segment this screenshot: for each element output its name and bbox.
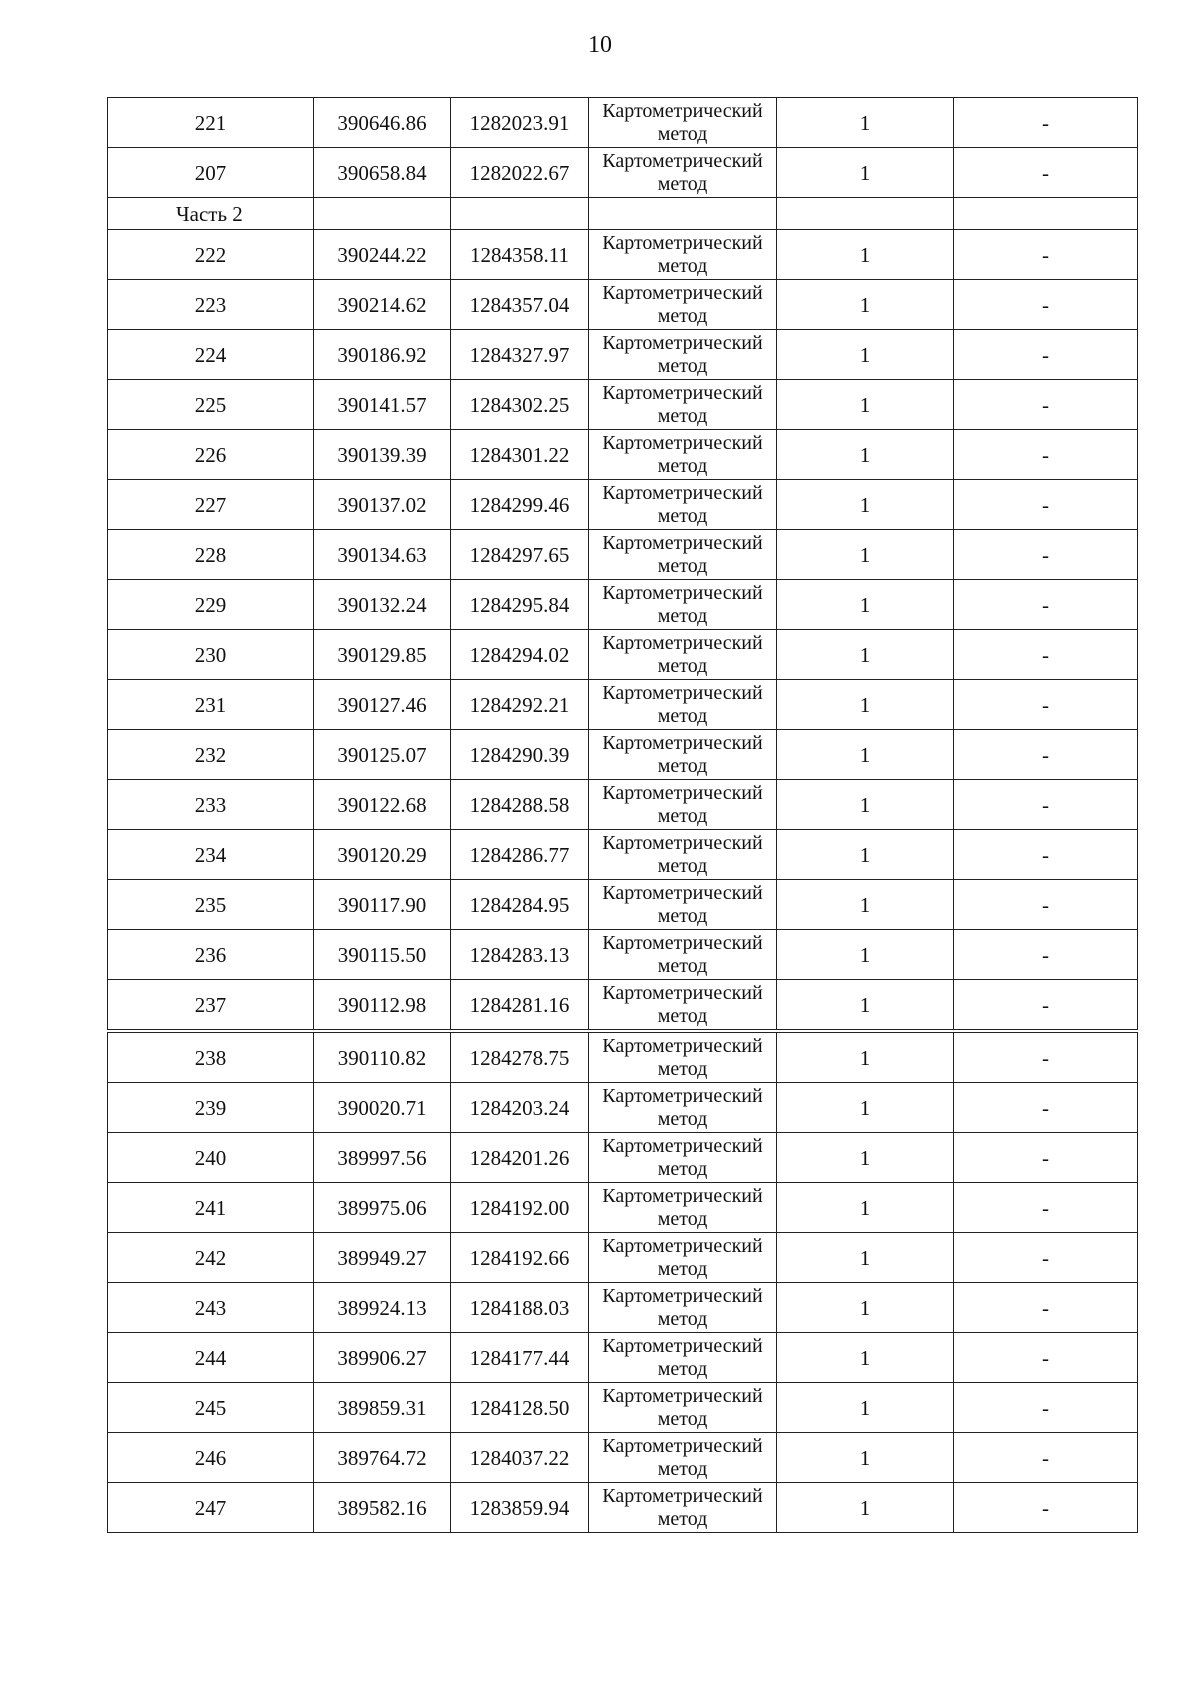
x-coordinate-cell: 390112.98 <box>314 980 451 1032</box>
x-coordinate-cell: 390115.50 <box>314 930 451 980</box>
table-row <box>108 780 1138 830</box>
table-row <box>108 630 1138 680</box>
method-cell: Картометрический метод <box>589 330 777 380</box>
accuracy-cell: 1 <box>777 1233 954 1283</box>
y-coordinate-cell: 1284177.44 <box>451 1333 589 1383</box>
point-cell: 223 <box>108 280 314 330</box>
method-cell: Картометрический метод <box>589 830 777 880</box>
note-cell: - <box>954 330 1138 380</box>
note-cell: - <box>954 580 1138 630</box>
method-cell: Картометрический метод <box>589 1083 777 1133</box>
y-coordinate-cell: 1284283.13 <box>451 930 589 980</box>
x-coordinate-cell: 389582.16 <box>314 1483 451 1533</box>
accuracy-cell: 1 <box>777 98 954 148</box>
note-cell: - <box>954 1483 1138 1533</box>
accuracy-cell: 1 <box>777 780 954 830</box>
table-row <box>108 480 1138 530</box>
y-coordinate-cell: 1284192.00 <box>451 1183 589 1233</box>
y-coordinate-cell: 1284128.50 <box>451 1383 589 1433</box>
table-row <box>108 1483 1138 1533</box>
accuracy-cell: 1 <box>777 230 954 280</box>
method-cell: Картометрический метод <box>589 880 777 930</box>
table-row <box>108 1333 1138 1383</box>
section-label: Часть 2 <box>108 198 314 230</box>
y-coordinate-cell: 1284292.21 <box>451 680 589 730</box>
y-coordinate-cell: 1284302.25 <box>451 380 589 430</box>
method-cell: Картометрический метод <box>589 280 777 330</box>
table-row <box>108 830 1138 880</box>
accuracy-cell: 1 <box>777 630 954 680</box>
table-row <box>108 1383 1138 1433</box>
x-coordinate-cell: 390127.46 <box>314 680 451 730</box>
y-coordinate-cell: 1282023.91 <box>451 98 589 148</box>
x-coordinate-cell: 390141.57 <box>314 380 451 430</box>
note-cell: - <box>954 680 1138 730</box>
accuracy-cell: 1 <box>777 1083 954 1133</box>
accuracy-cell: 1 <box>777 980 954 1032</box>
accuracy-cell: 1 <box>777 330 954 380</box>
note-cell: - <box>954 1183 1138 1233</box>
point-cell: 224 <box>108 330 314 380</box>
point-cell: 225 <box>108 380 314 430</box>
method-cell: Картометрический метод <box>589 98 777 148</box>
point-cell: 231 <box>108 680 314 730</box>
x-coordinate-cell: 389764.72 <box>314 1433 451 1483</box>
accuracy-cell: 1 <box>777 430 954 480</box>
note-cell: - <box>954 630 1138 680</box>
x-coordinate-cell: 390120.29 <box>314 830 451 880</box>
note-cell: - <box>954 480 1138 530</box>
point-cell: 239 <box>108 1083 314 1133</box>
coordinates-table-body <box>108 98 1138 1533</box>
point-cell: 238 <box>108 1031 314 1083</box>
y-coordinate-cell: 1284188.03 <box>451 1283 589 1333</box>
y-coordinate-cell: 1284281.16 <box>451 980 589 1032</box>
accuracy-cell: 1 <box>777 280 954 330</box>
note-cell: - <box>954 380 1138 430</box>
x-coordinate-cell: 389949.27 <box>314 1233 451 1283</box>
method-cell: Картометрический метод <box>589 780 777 830</box>
point-cell: 242 <box>108 1233 314 1283</box>
accuracy-cell: 1 <box>777 148 954 198</box>
accuracy-cell: 1 <box>777 1483 954 1533</box>
point-cell: 245 <box>108 1383 314 1433</box>
accuracy-cell: 1 <box>777 830 954 880</box>
method-cell: Картометрический метод <box>589 480 777 530</box>
x-coordinate-cell: 389924.13 <box>314 1283 451 1333</box>
x-coordinate-cell: 390137.02 <box>314 480 451 530</box>
note-cell: - <box>954 148 1138 198</box>
note-cell: - <box>954 980 1138 1032</box>
table-row <box>108 1133 1138 1183</box>
point-cell: 232 <box>108 730 314 780</box>
table-row <box>108 880 1138 930</box>
method-cell: Картометрический метод <box>589 1183 777 1233</box>
note-cell: - <box>954 1283 1138 1333</box>
note-cell: - <box>954 930 1138 980</box>
note-cell: - <box>954 430 1138 480</box>
y-coordinate-cell: 1284358.11 <box>451 230 589 280</box>
method-cell: Картометрический метод <box>589 1433 777 1483</box>
x-coordinate-cell: 390117.90 <box>314 880 451 930</box>
section-row <box>108 198 1138 230</box>
point-cell: 228 <box>108 530 314 580</box>
accuracy-cell: 1 <box>777 1333 954 1383</box>
x-coordinate-cell: 390244.22 <box>314 230 451 280</box>
note-cell: - <box>954 1133 1138 1183</box>
accuracy-cell: 1 <box>777 1283 954 1333</box>
y-coordinate-cell: 1282022.67 <box>451 148 589 198</box>
x-coordinate-cell: 390134.63 <box>314 530 451 580</box>
method-cell: Картометрический метод <box>589 580 777 630</box>
y-coordinate-cell: 1284203.24 <box>451 1083 589 1133</box>
y-coordinate-cell: 1284297.65 <box>451 530 589 580</box>
x-coordinate-cell: 389997.56 <box>314 1133 451 1183</box>
point-cell: 246 <box>108 1433 314 1483</box>
method-cell: Картометрический метод <box>589 530 777 580</box>
point-cell: 207 <box>108 148 314 198</box>
empty-cell <box>451 198 589 230</box>
table-row <box>108 430 1138 480</box>
method-cell: Картометрический метод <box>589 1383 777 1433</box>
y-coordinate-cell: 1284294.02 <box>451 630 589 680</box>
accuracy-cell: 1 <box>777 1433 954 1483</box>
point-cell: 243 <box>108 1283 314 1333</box>
note-cell: - <box>954 730 1138 780</box>
y-coordinate-cell: 1284327.97 <box>451 330 589 380</box>
point-cell: 233 <box>108 780 314 830</box>
table-row <box>108 380 1138 430</box>
method-cell: Картометрический метод <box>589 148 777 198</box>
accuracy-cell: 1 <box>777 530 954 580</box>
y-coordinate-cell: 1284299.46 <box>451 480 589 530</box>
x-coordinate-cell: 390186.92 <box>314 330 451 380</box>
note-cell: - <box>954 230 1138 280</box>
point-cell: 237 <box>108 980 314 1032</box>
x-coordinate-cell: 390132.24 <box>314 580 451 630</box>
x-coordinate-cell: 389906.27 <box>314 1333 451 1383</box>
y-coordinate-cell: 1284288.58 <box>451 780 589 830</box>
note-cell: - <box>954 530 1138 580</box>
method-cell: Картометрический метод <box>589 230 777 280</box>
point-cell: 230 <box>108 630 314 680</box>
method-cell: Картометрический метод <box>589 730 777 780</box>
method-cell: Картометрический метод <box>589 1233 777 1283</box>
page-number: 10 <box>588 32 612 58</box>
y-coordinate-cell: 1284295.84 <box>451 580 589 630</box>
y-coordinate-cell: 1284278.75 <box>451 1031 589 1083</box>
point-cell: 235 <box>108 880 314 930</box>
table-row <box>108 230 1138 280</box>
x-coordinate-cell: 390125.07 <box>314 730 451 780</box>
method-cell: Картометрический метод <box>589 1133 777 1183</box>
y-coordinate-cell: 1284290.39 <box>451 730 589 780</box>
y-coordinate-cell: 1284301.22 <box>451 430 589 480</box>
accuracy-cell: 1 <box>777 880 954 930</box>
point-cell: 241 <box>108 1183 314 1233</box>
method-cell: Картометрический метод <box>589 930 777 980</box>
y-coordinate-cell: 1284201.26 <box>451 1133 589 1183</box>
x-coordinate-cell: 390129.85 <box>314 630 451 680</box>
empty-cell <box>314 198 451 230</box>
x-coordinate-cell: 390110.82 <box>314 1031 451 1083</box>
table-row <box>108 730 1138 780</box>
table-row <box>108 1083 1138 1133</box>
table-row <box>108 530 1138 580</box>
note-cell: - <box>954 1433 1138 1483</box>
accuracy-cell: 1 <box>777 480 954 530</box>
point-cell: 247 <box>108 1483 314 1533</box>
note-cell: - <box>954 1031 1138 1083</box>
table-row <box>108 148 1138 198</box>
x-coordinate-cell: 390122.68 <box>314 780 451 830</box>
accuracy-cell: 1 <box>777 730 954 780</box>
accuracy-cell: 1 <box>777 1133 954 1183</box>
table-row <box>108 980 1138 1032</box>
accuracy-cell: 1 <box>777 930 954 980</box>
note-cell: - <box>954 1083 1138 1133</box>
note-cell: - <box>954 280 1138 330</box>
point-cell: 240 <box>108 1133 314 1183</box>
table-row <box>108 680 1138 730</box>
table-row <box>108 98 1138 148</box>
method-cell: Картометрический метод <box>589 1483 777 1533</box>
method-cell: Картометрический метод <box>589 630 777 680</box>
y-coordinate-cell: 1284192.66 <box>451 1233 589 1283</box>
method-cell: Картометрический метод <box>589 680 777 730</box>
accuracy-cell: 1 <box>777 380 954 430</box>
table-row <box>108 1183 1138 1233</box>
empty-cell <box>777 198 954 230</box>
x-coordinate-cell: 390214.62 <box>314 280 451 330</box>
point-cell: 244 <box>108 1333 314 1383</box>
empty-cell <box>589 198 777 230</box>
point-cell: 234 <box>108 830 314 880</box>
note-cell: - <box>954 880 1138 930</box>
method-cell: Картометрический метод <box>589 1333 777 1383</box>
method-cell: Картометрический метод <box>589 430 777 480</box>
y-coordinate-cell: 1284037.22 <box>451 1433 589 1483</box>
accuracy-cell: 1 <box>777 1183 954 1233</box>
table-row <box>108 280 1138 330</box>
method-cell: Картометрический метод <box>589 380 777 430</box>
table-row <box>108 330 1138 380</box>
point-cell: 227 <box>108 480 314 530</box>
table-row <box>108 1031 1138 1083</box>
y-coordinate-cell: 1284286.77 <box>451 830 589 880</box>
x-coordinate-cell: 389859.31 <box>314 1383 451 1433</box>
x-coordinate-cell: 390020.71 <box>314 1083 451 1133</box>
note-cell: - <box>954 1383 1138 1433</box>
accuracy-cell: 1 <box>777 1031 954 1083</box>
point-cell: 229 <box>108 580 314 630</box>
note-cell: - <box>954 830 1138 880</box>
point-cell: 221 <box>108 98 314 148</box>
y-coordinate-cell: 1284357.04 <box>451 280 589 330</box>
point-cell: 222 <box>108 230 314 280</box>
table-row <box>108 1283 1138 1333</box>
y-coordinate-cell: 1284284.95 <box>451 880 589 930</box>
note-cell: - <box>954 1333 1138 1383</box>
accuracy-cell: 1 <box>777 1383 954 1433</box>
table-row <box>108 1433 1138 1483</box>
table-row <box>108 580 1138 630</box>
empty-cell <box>954 198 1138 230</box>
method-cell: Картометрический метод <box>589 980 777 1032</box>
method-cell: Картометрический метод <box>589 1283 777 1333</box>
y-coordinate-cell: 1283859.94 <box>451 1483 589 1533</box>
point-cell: 236 <box>108 930 314 980</box>
method-cell: Картометрический метод <box>589 1031 777 1083</box>
accuracy-cell: 1 <box>777 580 954 630</box>
x-coordinate-cell: 390139.39 <box>314 430 451 480</box>
note-cell: - <box>954 1233 1138 1283</box>
table-row <box>108 930 1138 980</box>
accuracy-cell: 1 <box>777 680 954 730</box>
coordinates-table <box>107 97 1138 1533</box>
note-cell: - <box>954 98 1138 148</box>
x-coordinate-cell: 390646.86 <box>314 98 451 148</box>
point-cell: 226 <box>108 430 314 480</box>
x-coordinate-cell: 390658.84 <box>314 148 451 198</box>
x-coordinate-cell: 389975.06 <box>314 1183 451 1233</box>
note-cell: - <box>954 780 1138 830</box>
table-row <box>108 1233 1138 1283</box>
